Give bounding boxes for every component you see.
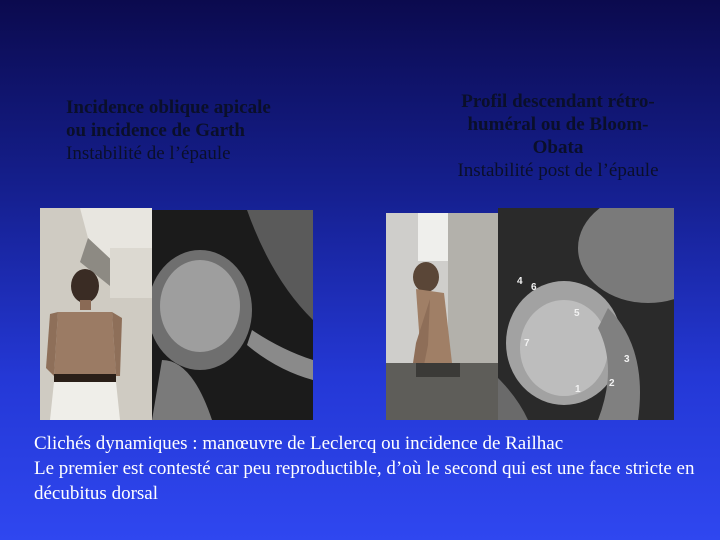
- patient-positioning-photo-bloom-obata: [386, 213, 498, 420]
- xray-label-3: 3: [624, 354, 630, 365]
- xray-label-6: 6: [531, 282, 537, 293]
- xray-garth-incidence: [152, 210, 313, 420]
- slide-body-text: [34, 431, 706, 506]
- xray-bloom-obata-profile: [498, 208, 674, 420]
- caption-bloom-line-2: huméral ou de Bloom-: [467, 114, 649, 135]
- xray-label-7: 7: [524, 338, 530, 349]
- caption-bloom-obata: [412, 90, 704, 182]
- caption-bloom-line-3: Obata: [532, 137, 584, 158]
- xray-label-5: 5: [574, 308, 580, 319]
- body-paragraph-dynamic-views: Clichés dynamiques : manœuvre de Leclercq ou incidence de Railhac: [34, 433, 564, 454]
- caption-bloom-line-1: Profil descendant rétro-: [461, 91, 655, 112]
- caption-garth-line-1: Incidence oblique apicale: [66, 97, 271, 118]
- xray-label-1: 1: [575, 384, 581, 395]
- caption-bloom-line-4: Instabilité post de l’épaule: [457, 160, 659, 181]
- patient-positioning-photo-garth: [40, 208, 152, 420]
- caption-garth: [66, 96, 366, 165]
- caption-garth-line-3: Instabilité de l’épaule: [66, 143, 231, 164]
- caption-garth-line-2: ou incidence de Garth: [66, 120, 245, 141]
- body-paragraph-comparison: Le premier est contesté car peu reproductible, d’où le second qui est une face stricte en décubitus dorsal: [34, 458, 695, 504]
- xray-label-2: 2: [609, 378, 615, 389]
- xray-label-4: 4: [517, 276, 523, 287]
